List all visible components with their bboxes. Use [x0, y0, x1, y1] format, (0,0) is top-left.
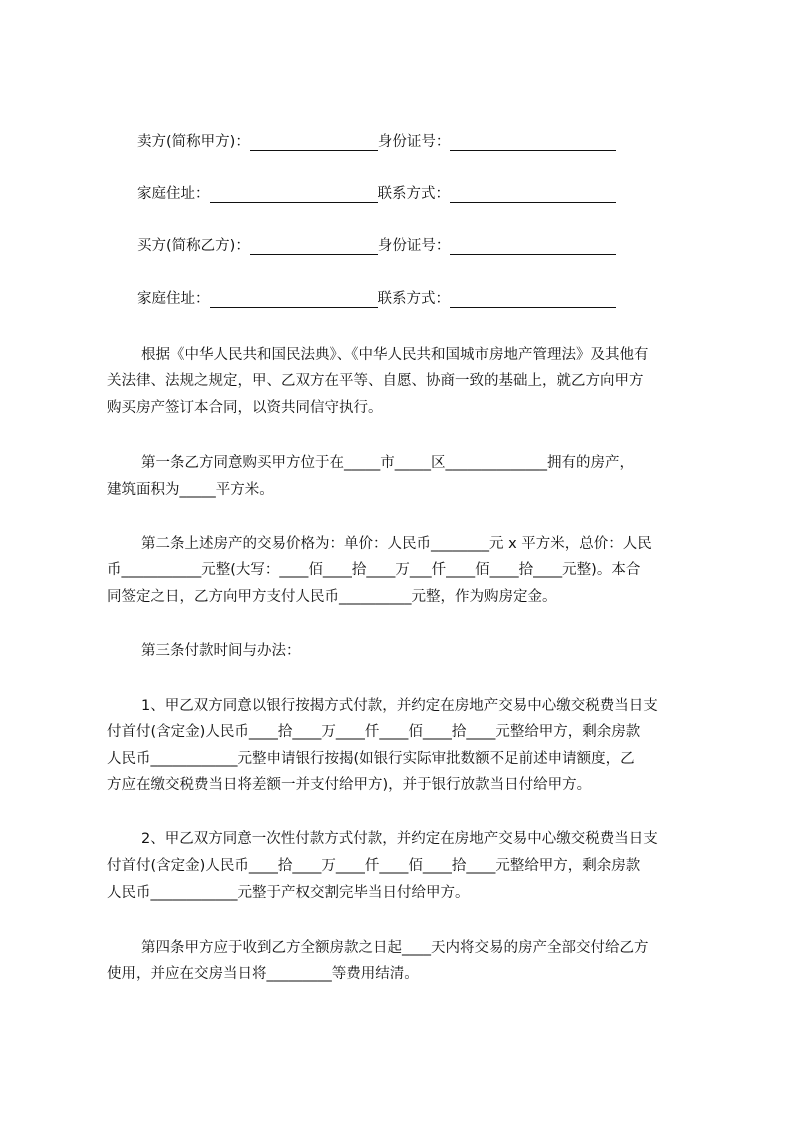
field-label: 买方(简称乙方)： — [137, 238, 250, 254]
seller-address-field — [137, 185, 616, 203]
field-label: 联系方式： — [377, 291, 450, 307]
blank-line[interactable] — [450, 188, 616, 203]
blank-line[interactable] — [210, 188, 378, 203]
field-label: 家庭住址： — [137, 186, 210, 202]
payment-option-2-line: 人民币____________元整于产权交割完毕当日付给甲方。 — [107, 885, 470, 901]
blank-line[interactable] — [250, 240, 378, 255]
buyer-address-field — [137, 290, 616, 308]
field-label: 卖方(简称甲方)： — [137, 134, 250, 150]
field-label: 身份证号： — [377, 238, 451, 254]
field-label: 联系方式： — [377, 186, 450, 202]
article-2-line: 币___________元整(大写：____佰____拾____万___仟____佰____拾____元整)。本合 — [107, 562, 641, 578]
buyer-name-field — [137, 237, 616, 255]
payment-option-1-line: 1、甲乙双方同意以银行按揭方式付款，并约定在房地产交易中心缴交税费当日支 — [141, 698, 658, 714]
payment-option-1-line: 人民币____________元整申请银行按揭(如银行实际审批数额不足前述申请额度，乙 — [107, 751, 635, 767]
payment-option-1-line: 方应在缴交税费当日将差额一并支付给甲方)，并于银行放款当日付给甲方。 — [107, 777, 592, 793]
preamble-line: 购买房产签订本合同，以资共同信守执行。 — [107, 400, 383, 416]
article-4-line: 使用，并应在交房当日将_________等费用结清。 — [107, 966, 419, 982]
article-2-line: 第二条上述房产的交易价格为：单价：人民币________元 x 平方米，总价：人民 — [141, 536, 652, 552]
preamble-line: 根据《中华人民共和国民法典》、《中华人民共和国城市房地产管理法》及其他有 — [141, 347, 649, 363]
blank-line[interactable] — [450, 136, 616, 151]
payment-option-2-line: 付首付(含定金)人民币____拾____万____仟____佰____拾____元整给甲方，剩余房款 — [107, 858, 641, 874]
article-1-line: 第一条乙方同意购买甲方位于在_____市_____区______________拥有的房产， — [141, 455, 634, 471]
blank-line[interactable] — [450, 293, 616, 308]
blank-line[interactable] — [250, 136, 378, 151]
preamble-line: 关法律、法规之规定，甲、乙双方在平等、自愿、协商一致的基础上，就乙方向甲方 — [107, 373, 644, 389]
article-1-line: 建筑面积为_____平方米。 — [107, 482, 274, 498]
article-4-line: 第四条甲方应于收到乙方全额房款之日起____天内将交易的房产全部交付给乙方 — [141, 940, 649, 956]
payment-option-1-line: 付首付(含定金)人民币____拾____万____仟____佰____拾____元整给甲方，剩余房款 — [107, 724, 641, 740]
article-3-heading: 第三条付款时间与办法： — [141, 643, 301, 659]
blank-line[interactable] — [210, 293, 378, 308]
field-label: 身份证号： — [377, 134, 451, 150]
payment-option-2-line: 2、甲乙双方同意一次性付款方式付款，并约定在房地产交易中心缴交税费当日支 — [141, 831, 658, 847]
article-2-line: 同签定之日，乙方向甲方支付人民币__________元整，作为购房定金。 — [107, 589, 557, 605]
seller-name-field — [137, 133, 616, 151]
field-label: 家庭住址： — [137, 291, 210, 307]
blank-line[interactable] — [450, 240, 616, 255]
